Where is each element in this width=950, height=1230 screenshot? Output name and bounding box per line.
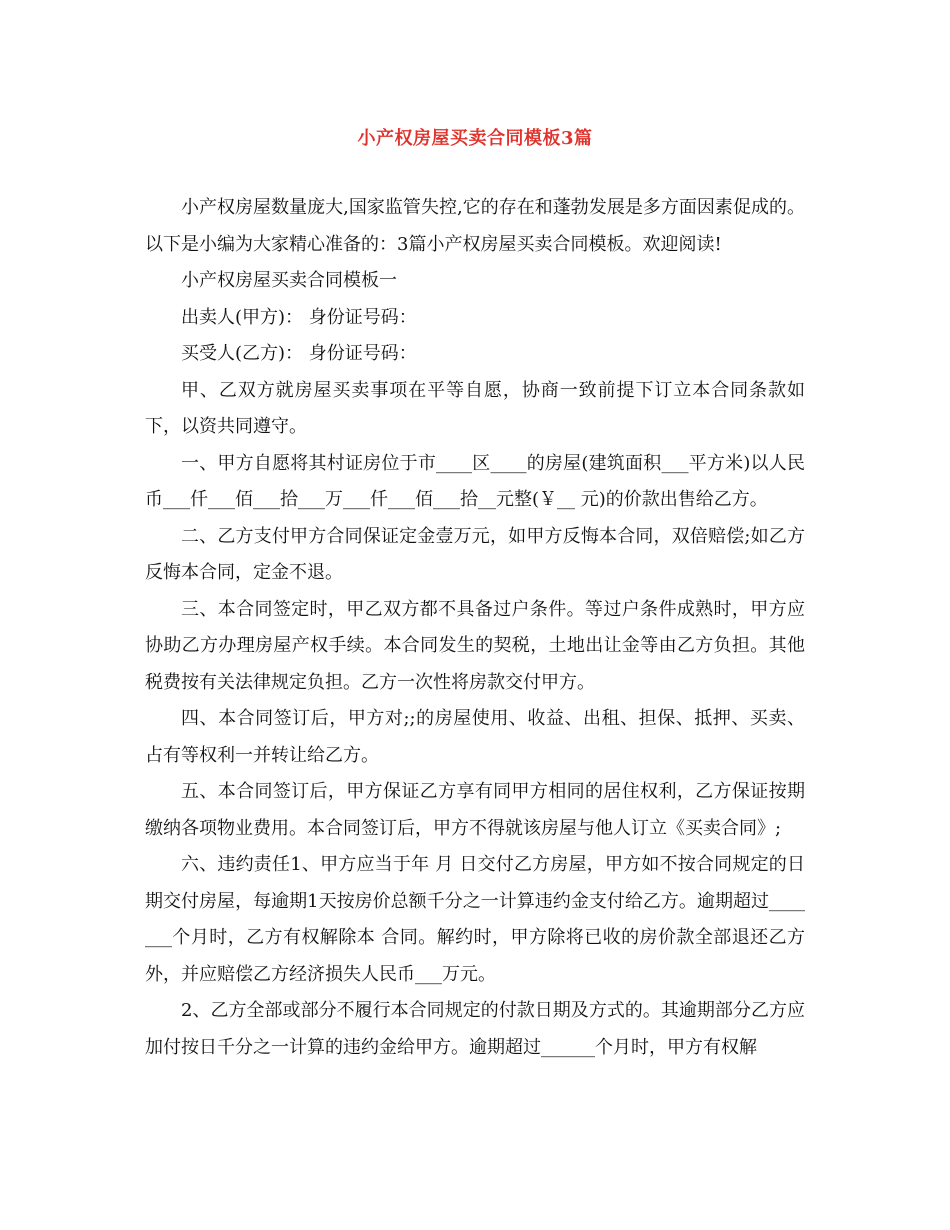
document-title: 小产权房屋买卖合同模板3篇 xyxy=(357,128,593,149)
paragraph-clause-3: 三、本合同签定时，甲乙双方都不具备过户条件。等过户条件成熟时，甲方应协助乙方办理房屋产权手续。本合同发生的契税，土地出让金等由乙方负担。其他税费按有关法律规定负担。乙方一次性将房款交付甲方。 xyxy=(145,598,805,693)
paragraph-clause-5: 五、本合同签订后，甲方保证乙方享有同甲方相同的居住权利，乙方保证按期缴纳各项物业费用。本合同签订后，甲方不得就该房屋与他人订立《买卖合同》; xyxy=(145,781,805,839)
paragraph-seller: 出卖人(甲方)： 身份证号码： xyxy=(181,306,417,328)
paragraph-clause-1: 一、甲方自愿将其村证房位于市____区____的房屋(建筑面积___平方米)以人民币___仟___佰___拾___万___仟___佰___拾__元整(￥__ 元)的价款出售给乙方。 xyxy=(145,452,805,510)
document-body xyxy=(145,190,805,1066)
paragraph-clause-6-2: 2、乙方全部或部分不履行本合同规定的付款日期及方式的。其逾期部分乙方应加付按日千分之一计算的违约金给甲方。逾期超过______个月时，甲方有权解 xyxy=(145,1000,805,1058)
paragraph-agreement: 甲、乙双方就房屋买卖事项在平等自愿，协商一致前提下订立本合同条款如下，以资共同遵守。 xyxy=(145,379,805,437)
paragraph-template-heading: 小产权房屋买卖合同模板一 xyxy=(181,270,397,291)
paragraph-clause-2: 二、乙方支付甲方合同保证定金壹万元，如甲方反悔本合同，双倍赔偿;如乙方反悔本合同，定金不退。 xyxy=(145,525,805,583)
paragraph-intro: 小产权房屋数量庞大,国家监管失控,它的存在和蓬勃发展是多方面因素促成的。以下是小编为大家精心准备的：3篇小产权房屋买卖合同模板。欢迎阅读! xyxy=(145,197,805,255)
paragraph-clause-4: 四、本合同签订后，甲方对;;的房屋使用、收益、出租、担保、抵押、买卖、占有等权利一并转让给乙方。 xyxy=(145,708,805,766)
paragraph-buyer: 买受人(乙方)： 身份证号码： xyxy=(181,343,417,364)
paragraph-clause-6: 六、违约责任1、甲方应当于年 月 日交付乙方房屋，甲方如不按合同规定的日期交付房屋，每逾期1天按房价总额千分之一计算违约金支付给乙方。逾期超过_______个月时，乙方有权解除本 合同。解约时，甲方除将已收的房价款全部退还乙方外，并应赔偿乙方经济损失人民币___万元。 xyxy=(145,854,805,985)
